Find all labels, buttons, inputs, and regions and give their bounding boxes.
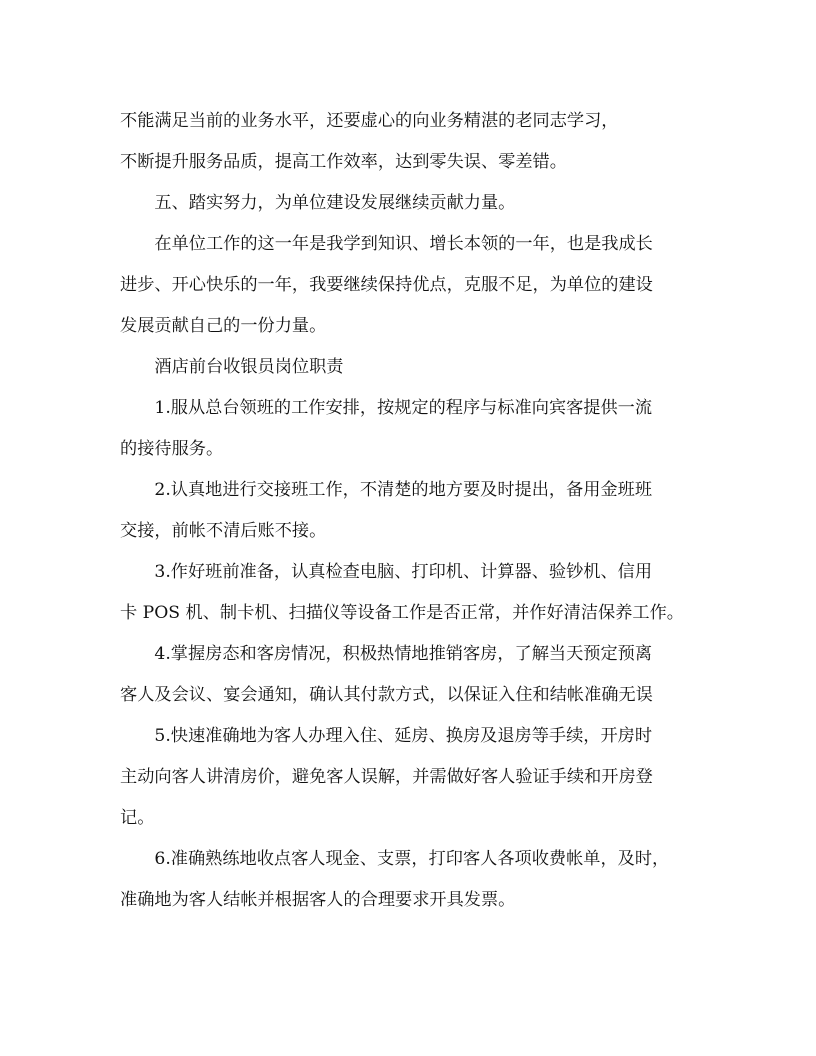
text-line: 记。 — [120, 808, 155, 828]
text-line: 不能满足当前的业务水平，还要虚心的向业务精湛的老同志学习， — [120, 111, 619, 131]
paragraph — [120, 716, 700, 839]
paragraph — [120, 552, 700, 634]
text-line: 发展贡献自己的一份力量。 — [120, 316, 327, 336]
text-line: 酒店前台收银员岗位职责 — [154, 357, 344, 377]
text-line: 在单位工作的这一年是我学到知识、增长本领的一年，也是我成长 — [154, 234, 653, 254]
document-body — [120, 101, 700, 921]
text-line: 1.服从总台领班的工作安排，按规定的程序与标准向宾客提供一流 — [154, 398, 653, 418]
text-line: 客人及会议、宴会通知，确认其付款方式，以保证入住和结帐准确无误 — [120, 685, 653, 705]
text-line: 进步、开心快乐的一年，我要继续保持优点，克服不足，为单位的建设 — [120, 275, 653, 295]
text-line: 3.作好班前准备，认真检查电脑、打印机、计算器、验钞机、信用 — [154, 562, 653, 582]
paragraph — [120, 470, 700, 552]
paragraph — [120, 839, 700, 921]
text-line: 的接待服务。 — [120, 439, 224, 459]
paragraph — [120, 224, 700, 347]
text-line: 准确地为客人结帐并根据客人的合理要求开具发票。 — [120, 890, 516, 910]
text-line: 主动向客人讲清房价，避免客人误解，并需做好客人验证手续和开房登 — [120, 767, 653, 787]
text-line: 5.快速准确地为客人办理入住、延房、换房及退房等手续，开房时 — [154, 726, 653, 746]
text-line: 2.认真地进行交接班工作，不清楚的地方要及时提出，备用金班班 — [154, 480, 653, 500]
text-line: 不断提升服务品质，提高工作效率，达到零失误、零差错。 — [120, 152, 567, 172]
text-line: 五、踏实努力，为单位建设发展继续贡献力量。 — [154, 193, 516, 213]
paragraph — [120, 183, 700, 224]
text-line: 交接，前帐不清后账不接。 — [120, 521, 327, 541]
paragraph — [120, 101, 700, 183]
text-line: 卡 POS 机、制卡机、扫描仪等设备工作是否正常，并作好清洁保养工作。 — [120, 603, 684, 623]
paragraph — [120, 347, 700, 388]
text-line: 6.准确熟练地收点客人现金、支票，打印客人各项收费帐单，及时， — [154, 849, 670, 869]
text-line: 4.掌握房态和客房情况，积极热情地推销客房，了解当天预定预离 — [154, 644, 653, 664]
paragraph — [120, 388, 700, 470]
paragraph — [120, 634, 700, 716]
